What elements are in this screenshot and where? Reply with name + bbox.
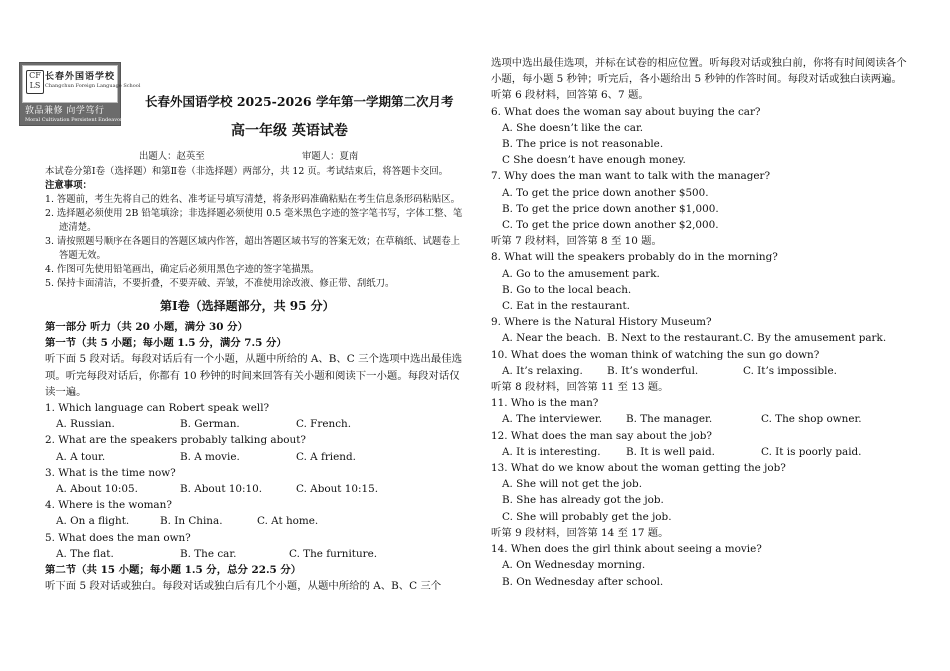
author: 出题人：赵英至 — [139, 151, 205, 162]
option: B. To get the price down another $1,000. — [502, 202, 719, 215]
material-heading: 听第 9 段材料，回答第 14 至 17 题。 — [491, 526, 669, 539]
question-text: 9. Where is the Natural History Museum? — [491, 316, 712, 329]
option: B. On Wednesday after school. — [502, 575, 664, 588]
question-text: 12. What does the man say about the job? — [491, 429, 712, 442]
option: A. On a flight. — [56, 515, 130, 528]
part1-title: 第一部分 听力（共 20 小题，满分 30 分） — [45, 321, 248, 333]
note-item: 1. 答题前，考生先将自己的姓名、准考证号填写清楚，将条形码准确粘贴在考生信息条形码粘贴区。 — [45, 194, 461, 205]
section1-title: 第一节（共 5 小题；每小题 1.5 分，满分 7.5 分） — [45, 337, 287, 350]
paper-title: 高一年级 英语试卷 — [231, 123, 348, 139]
question-text: 5. What does the man own? — [45, 531, 191, 544]
option: B. She has already got the job. — [502, 494, 664, 507]
question-text: 8. What will the speakers probably do in the morning? — [491, 251, 778, 264]
option: B. Next to the restaurant. — [607, 332, 743, 345]
option: C. About 10:15. — [296, 483, 379, 496]
option: C. The shop owner. — [761, 413, 862, 426]
option: B. The manager. — [626, 413, 713, 426]
material-heading: 听第 7 段材料，回答第 8 至 10 题。 — [491, 235, 662, 248]
question-block — [45, 432, 463, 464]
question-text: 7. Why does the man want to talk with the manager? — [491, 170, 771, 183]
logo-english-name: Changchun Foreign Language School — [45, 83, 141, 89]
option: B. A movie. — [180, 450, 240, 463]
note-item: 3. 请按照题号顺序在各题目的答题区域内作答，超出答题区域书写的答案无效；在草稿纸、试题卷上答题无效。 — [45, 236, 461, 261]
option: B. About 10:10. — [180, 483, 263, 496]
option: C. It’s impossible. — [743, 364, 837, 377]
question-block — [45, 400, 463, 432]
option: C. The furniture. — [289, 547, 378, 560]
section2-directions-start: 听下面 5 段对话或独白。每段对话或独白后有几个小题，从题中所给的 A、B、C 三个 — [45, 580, 442, 593]
option: B. It’s wonderful. — [607, 364, 699, 377]
volume1-title: 第Ⅰ卷（选择题部分，共 95 分） — [160, 299, 335, 313]
question-block — [45, 530, 463, 562]
option: B. The car. — [180, 547, 237, 560]
question-text: 13. What do we know about the woman getting the job? — [491, 462, 786, 475]
option: C. Eat in the restaurant. — [502, 300, 630, 313]
option: A. A tour. — [56, 450, 106, 463]
question-text: 10. What does the woman think of watching the sun go down? — [491, 348, 820, 361]
option: A. She will not get the job. — [502, 478, 642, 491]
option: C. By the amusement park. — [743, 332, 887, 345]
question-text: 4. Where is the woman? — [45, 499, 172, 512]
option: A. To get the price down another $500. — [502, 186, 709, 199]
option: B. Go to the local beach. — [502, 283, 632, 296]
logo-motto-english: Moral Cultivation Persistent Endeavor — [25, 117, 123, 123]
instructions-intro: 本试卷分第Ⅰ卷（选择题）和第Ⅱ卷（非选择题）两部分，共 12 页。考试结束后，将答题卡交回。 — [45, 166, 448, 177]
question-text: 11. Who is the man? — [491, 397, 599, 410]
option: A. Go to the amusement park. — [502, 267, 660, 280]
material-heading: 听第 8 段材料，回答第 11 至 13 题。 — [491, 381, 669, 394]
option: A. The flat. — [56, 547, 114, 560]
question-text: 2. What are the speakers probably talking about? — [45, 434, 306, 447]
option: C. She will probably get the job. — [502, 510, 672, 523]
section1-directions: 听下面 5 段对话。每段对话后有一个小题，从题中所给的 A、B、C 三个选项中选出最佳选项。听完每段对话后，你都有 10 秒钟的时间来回答有关小题和阅读下一小题。每段对话仅读一遍。 — [45, 353, 462, 398]
option: C. French. — [296, 418, 352, 431]
question-text: 1. Which language can Robert speak well? — [45, 402, 270, 415]
option: A. About 10:05. — [56, 483, 138, 496]
option: A. It is interesting. — [502, 445, 601, 458]
option: B. It is well paid. — [626, 445, 715, 458]
question-block — [45, 465, 463, 497]
option: A. On Wednesday morning. — [502, 559, 646, 572]
question-block — [45, 497, 463, 529]
material-heading: 听第 6 段材料，回答第 6、7 题。 — [491, 89, 649, 102]
section2-title: 第二节（共 15 小题；每小题 1.5 分，总分 22.5 分） — [45, 564, 302, 577]
option: A. Near the beach. — [502, 332, 601, 345]
logo-chinese-name: 长春外国语学校 — [45, 72, 116, 82]
logo-motto: 敦品兼修 向学笃行 — [25, 106, 105, 116]
section2-directions-continued: 选项中选出最佳选项，并标在试卷的相应位置。听每段对话或独白前，你将有时间阅读各个小题，每小题 5 秒钟；听完后，各小题给出 5 秒钟的作答时间。每段对话或独白读两遍。 — [491, 57, 907, 86]
note-item: 5. 保持卡面清洁，不要折叠，不要弄破、弄皱，不准使用涂改液、修正带、刮纸刀。 — [45, 278, 395, 289]
option: C She doesn’t have enough money. — [502, 154, 686, 167]
option: C. A friend. — [296, 450, 356, 463]
question-text: 6. What does the woman say about buying the car? — [491, 105, 761, 118]
note-item: 4. 作图可先使用铅笔画出，确定后必须用黑色字迹的签字笔描黑。 — [45, 264, 320, 275]
notes-title: 注意事项： — [45, 180, 92, 191]
option: A. It’s relaxing. — [502, 364, 583, 377]
option: A. She doesn’t like the car. — [502, 121, 644, 134]
option: C. To get the price down another $2,000. — [502, 219, 719, 232]
note-item: 2. 选择题必须使用 2B 铅笔填涂；非选择题必须使用 0.5 毫米黑色字迹的签字笔书写，字体工整、笔迹清楚。 — [45, 208, 463, 233]
option: B. In China. — [160, 515, 223, 528]
exam-title: 长春外国语学校 2025-2026 学年第一学期第二次月考 — [145, 94, 454, 109]
option: B. The price is not reasonable. — [502, 138, 664, 151]
option: A. Russian. — [56, 418, 115, 431]
option: A. The interviewer. — [502, 413, 603, 426]
school-emblem-icon: CF LS — [26, 70, 44, 94]
right-column — [491, 55, 911, 590]
reviewer: 审题人：夏南 — [302, 151, 359, 162]
question-text: 3. What is the time now? — [45, 466, 176, 479]
left-column — [45, 165, 463, 594]
option: C. It is poorly paid. — [761, 445, 862, 458]
question-text: 14. When does the girl think about seeing a movie? — [491, 543, 762, 556]
option: B. German. — [180, 418, 240, 431]
school-logo — [19, 62, 141, 126]
option: C. At home. — [257, 515, 319, 528]
